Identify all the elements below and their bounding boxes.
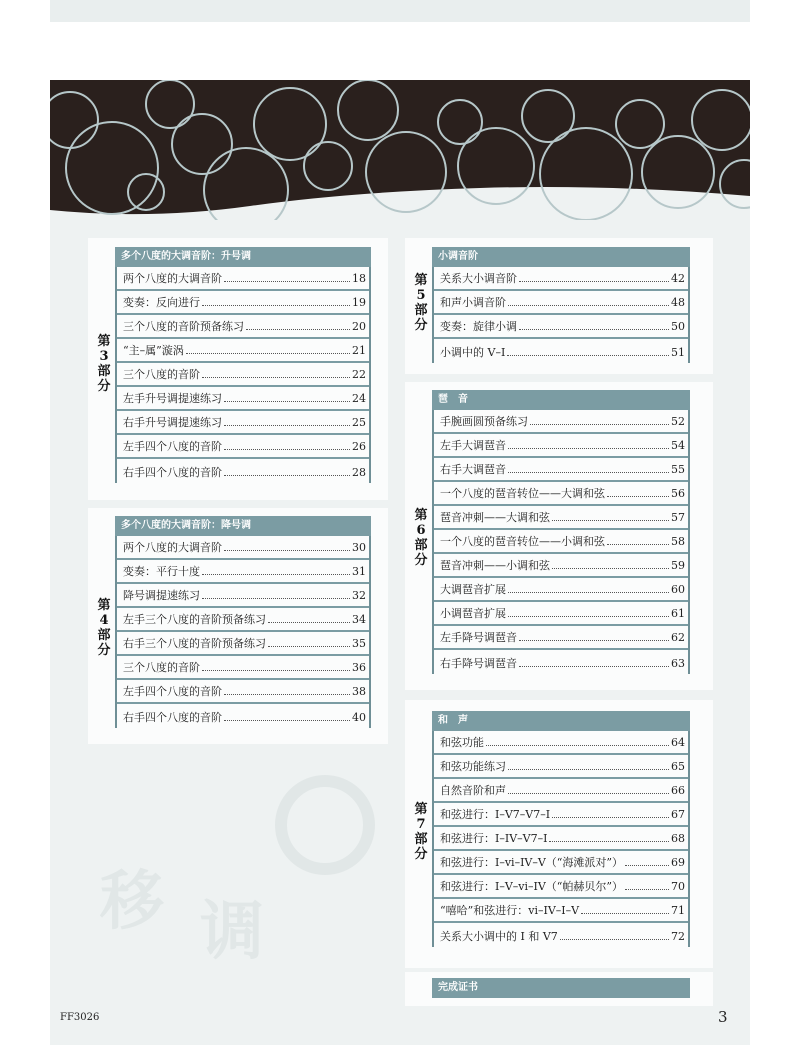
dot-leader (560, 939, 669, 940)
entry-title: 右手三个八度的音阶预备练习 (123, 637, 266, 650)
entry-page: 20 (352, 320, 366, 333)
toc-entry[interactable] (434, 875, 688, 899)
dot-leader (202, 305, 350, 306)
part-char: 6 (416, 523, 426, 538)
part-char: 部 (97, 628, 111, 643)
part-char: 分 (414, 318, 428, 333)
entry-title: “嘻哈”和弦进行：vi–IV–I–V (440, 904, 580, 917)
entry-title: 和弦功能练习 (440, 760, 506, 773)
toc-entry[interactable] (434, 923, 688, 947)
part-char: 分 (97, 379, 111, 394)
dot-leader (607, 496, 669, 497)
dot-leader (552, 568, 669, 569)
toc-entry[interactable] (434, 602, 688, 626)
entry-page: 66 (671, 784, 685, 797)
toc-entry[interactable] (117, 656, 369, 680)
toc-entry[interactable] (117, 560, 369, 584)
entry-title: 左手三个八度的音阶预备练习 (123, 613, 266, 626)
entry-title: 降号调提速练习 (123, 589, 200, 602)
part-char: 部 (97, 364, 111, 379)
section-5-list (432, 267, 690, 363)
part-label-7 (412, 802, 430, 862)
entry-title: 和弦进行：I–V–vi–IV（“帕赫贝尔”） (440, 880, 624, 893)
entry-page: 51 (671, 346, 685, 359)
entry-page: 48 (671, 296, 685, 309)
entry-page: 22 (352, 368, 366, 381)
part-label-6 (412, 508, 430, 568)
dot-leader (519, 666, 669, 667)
page-number: 3 (718, 1008, 728, 1026)
part-char: 5 (416, 288, 426, 303)
toc-entry[interactable] (434, 458, 688, 482)
dot-leader (224, 550, 350, 551)
entry-title: 关系大小调音阶 (440, 272, 517, 285)
toc-entry[interactable] (117, 267, 369, 291)
dot-leader (224, 449, 350, 450)
entry-title: 关系大小调中的 I 和 V7 (440, 930, 558, 943)
entry-page: 57 (671, 511, 685, 524)
toc-entry[interactable] (117, 363, 369, 387)
section-7-list (432, 731, 690, 947)
entry-page: 67 (671, 808, 685, 821)
toc-entry[interactable] (434, 291, 688, 315)
entry-title: 右手升号调提速练习 (123, 416, 222, 429)
banner-circles (50, 80, 750, 220)
part-char: 部 (414, 303, 428, 318)
entry-title: 左手四个八度的音阶 (123, 440, 222, 453)
previous-page-strip (50, 0, 750, 22)
entry-title: 右手降号调琶音 (440, 657, 517, 670)
entry-title: 琶音冲刺——大调和弦 (440, 511, 550, 524)
section-3-list (115, 267, 371, 483)
entry-page: 38 (352, 685, 366, 698)
section-4-list (115, 536, 371, 728)
toc-entry[interactable] (434, 626, 688, 650)
dot-leader (508, 448, 669, 449)
entry-title: 左手大调琶音 (440, 439, 506, 452)
part-char: 第 (414, 802, 428, 817)
part-char: 7 (416, 817, 426, 832)
entry-page: 28 (352, 466, 366, 479)
toc-entry[interactable] (434, 434, 688, 458)
entry-title: 和声小调音阶 (440, 296, 506, 309)
dot-leader (519, 329, 669, 330)
toc-entry[interactable] (117, 584, 369, 608)
part-char: 部 (414, 538, 428, 553)
entry-page: 25 (352, 416, 366, 429)
toc-entry[interactable] (117, 339, 369, 363)
toc-entry[interactable] (117, 387, 369, 411)
dot-leader (607, 544, 669, 545)
entry-title: 和弦功能 (440, 736, 484, 749)
dot-leader (508, 305, 669, 306)
entry-page: 50 (671, 320, 685, 333)
toc-entry[interactable] (434, 803, 688, 827)
entry-title: 和弦进行：I–V7–V7–I (440, 808, 551, 821)
entry-page: 36 (352, 661, 366, 674)
toc-entry[interactable] (434, 827, 688, 851)
entry-title: 一个八度的琶音转位——小调和弦 (440, 535, 605, 548)
dot-leader (224, 475, 350, 476)
toc-entry[interactable] (434, 315, 688, 339)
entry-title: 三个八度的音阶 (123, 661, 200, 674)
entry-page: 52 (671, 415, 685, 428)
entry-title: 琶音冲刺——小调和弦 (440, 559, 550, 572)
dot-leader (202, 598, 350, 599)
entry-title: 和弦进行：I–IV–V7–I (440, 832, 548, 845)
entry-title: 和弦进行：I–vi–IV–V（“海滩派对”） (440, 856, 624, 869)
entry-title: 左手四个八度的音阶 (123, 685, 222, 698)
toc-entry[interactable] (434, 779, 688, 803)
toc-entry[interactable] (117, 411, 369, 435)
dot-leader (519, 640, 669, 641)
section-7-header: 和 声 (432, 711, 690, 731)
toc-entry[interactable] (434, 482, 688, 506)
toc-entry[interactable] (434, 899, 688, 923)
part-char: 第 (97, 334, 111, 349)
dot-leader (224, 425, 350, 426)
entry-title: 小调琶音扩展 (440, 607, 506, 620)
entry-page: 21 (352, 344, 366, 357)
entry-page: 54 (671, 439, 685, 452)
entry-title: 两个八度的大调音阶 (123, 272, 222, 285)
toc-entry[interactable] (434, 578, 688, 602)
entry-page: 72 (671, 930, 685, 943)
dot-leader (552, 520, 669, 521)
part-char: 分 (414, 847, 428, 862)
entry-page: 60 (671, 583, 685, 596)
watermark-char: 调 (200, 895, 264, 969)
toc-entry[interactable] (434, 554, 688, 578)
toc-entry[interactable] (434, 650, 688, 674)
part-char: 分 (414, 553, 428, 568)
dot-leader (202, 377, 350, 378)
entry-page: 56 (671, 487, 685, 500)
toc-entry[interactable] (117, 435, 369, 459)
section-6-list (432, 410, 690, 674)
entry-title: 自然音阶和声 (440, 784, 506, 797)
part-char: 4 (99, 613, 109, 628)
toc-entry[interactable] (117, 632, 369, 656)
entry-page: 55 (671, 463, 685, 476)
certificate-link[interactable]: 完成证书 (432, 978, 690, 998)
entry-page: 32 (352, 589, 366, 602)
dot-leader (508, 793, 669, 794)
dot-leader (246, 329, 350, 330)
part-label-4 (95, 598, 113, 658)
dot-leader (552, 817, 669, 818)
entry-title: 变奏：平行十度 (123, 565, 200, 578)
toc-entry[interactable] (117, 608, 369, 632)
toc-entry[interactable] (117, 459, 369, 483)
watermark-circle (270, 770, 380, 880)
entry-title: 小调中的 V–I (440, 346, 506, 359)
entry-title: 左手降号调琶音 (440, 631, 517, 644)
dot-leader (186, 353, 350, 354)
entry-title: 大调琶音扩展 (440, 583, 506, 596)
entry-page: 40 (352, 711, 366, 724)
toc-entry[interactable] (117, 680, 369, 704)
dot-leader (581, 913, 669, 914)
dot-leader (508, 616, 669, 617)
dot-leader (486, 745, 669, 746)
entry-title: 三个八度的音阶预备练习 (123, 320, 244, 333)
entry-title: 两个八度的大调音阶 (123, 541, 222, 554)
entry-page: 18 (352, 272, 366, 285)
part-char: 3 (99, 349, 109, 364)
entry-title: 右手大调琶音 (440, 463, 506, 476)
entry-page: 19 (352, 296, 366, 309)
toc-entry[interactable] (434, 410, 688, 434)
dot-leader (508, 592, 669, 593)
part-label-5 (412, 273, 430, 333)
toc-entry[interactable] (117, 704, 369, 728)
part-char: 第 (97, 598, 111, 613)
dot-leader (224, 401, 350, 402)
entry-page: 26 (352, 440, 366, 453)
entry-title: 左手升号调提速练习 (123, 392, 222, 405)
entry-title: 手腕画圆预备练习 (440, 415, 528, 428)
toc-entry[interactable] (434, 506, 688, 530)
watermark-char: 移 (100, 865, 164, 939)
dot-leader (268, 622, 350, 623)
entry-title: 三个八度的音阶 (123, 368, 200, 381)
dot-leader (530, 424, 669, 425)
entry-title: 右手四个八度的音阶 (123, 711, 222, 724)
dot-leader (224, 694, 350, 695)
entry-page: 62 (671, 631, 685, 644)
dot-leader (202, 670, 350, 671)
part-char: 第 (414, 508, 428, 523)
entry-page: 42 (671, 272, 685, 285)
product-code: FF3026 (60, 1012, 100, 1023)
entry-page: 24 (352, 392, 366, 405)
entry-page: 35 (352, 637, 366, 650)
toc-page (50, 80, 750, 1045)
toc-entry[interactable] (434, 851, 688, 875)
toc-entry[interactable] (434, 530, 688, 554)
entry-page: 61 (671, 607, 685, 620)
entry-page: 34 (352, 613, 366, 626)
entry-page: 58 (671, 535, 685, 548)
dot-leader (202, 574, 350, 575)
dot-leader (507, 355, 669, 356)
entry-title: 变奏：旋律小调 (440, 320, 517, 333)
entry-title: “主–属”漩涡 (123, 344, 184, 357)
dot-leader (625, 889, 669, 890)
entry-page: 68 (671, 832, 685, 845)
dot-leader (508, 769, 669, 770)
entry-page: 70 (671, 880, 685, 893)
section-3-header: 多个八度的大调音阶：升号调 (115, 247, 371, 267)
section-5-header: 小调音阶 (432, 247, 690, 267)
part-label-3 (95, 334, 113, 394)
entry-page: 31 (352, 565, 366, 578)
entry-page: 65 (671, 760, 685, 773)
dot-leader (549, 841, 669, 842)
part-char: 部 (414, 832, 428, 847)
section-4-header: 多个八度的大调音阶：降号调 (115, 516, 371, 536)
section-6-header: 琶 音 (432, 390, 690, 410)
part-char: 分 (97, 643, 111, 658)
toc-entry[interactable] (434, 267, 688, 291)
dot-leader (224, 720, 350, 721)
entry-page: 69 (671, 856, 685, 869)
entry-page: 64 (671, 736, 685, 749)
dot-leader (625, 865, 669, 866)
dot-leader (508, 472, 669, 473)
entry-page: 71 (671, 904, 685, 917)
part-char: 第 (414, 273, 428, 288)
toc-entry[interactable] (117, 536, 369, 560)
toc-entry[interactable] (434, 339, 688, 363)
entry-title: 一个八度的琶音转位——大调和弦 (440, 487, 605, 500)
toc-entry[interactable] (434, 731, 688, 755)
entry-title: 右手四个八度的音阶 (123, 466, 222, 479)
dot-leader (268, 646, 350, 647)
dot-leader (519, 281, 669, 282)
toc-entry[interactable] (117, 315, 369, 339)
entry-page: 30 (352, 541, 366, 554)
dot-leader (224, 281, 350, 282)
entry-page: 63 (671, 657, 685, 670)
toc-entry[interactable] (117, 291, 369, 315)
toc-entry[interactable] (434, 755, 688, 779)
entry-page: 59 (671, 559, 685, 572)
entry-title: 变奏：反向进行 (123, 296, 200, 309)
